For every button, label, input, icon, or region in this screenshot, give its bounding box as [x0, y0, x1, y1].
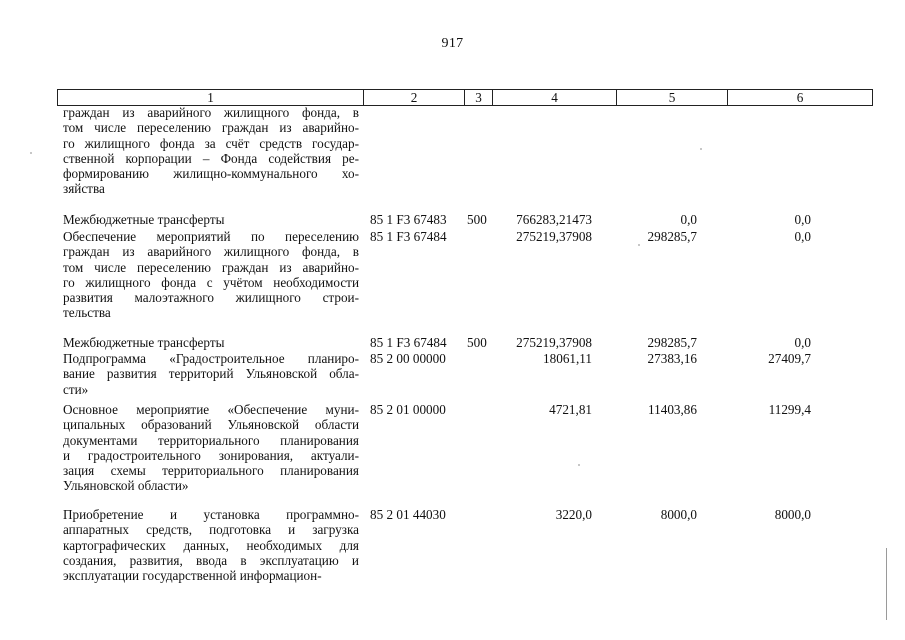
amount-col-5: 298285,7 [647, 335, 697, 350]
row-description [63, 351, 359, 397]
description-line: граждан из аварийного жилищного фонда, в [63, 105, 359, 120]
amount-col-4: 275219,37908 [516, 229, 592, 244]
description-line: формированию жилищно-коммунального хо- [63, 166, 359, 182]
amount-col-6: 11299,4 [768, 402, 811, 417]
header-cell-3: 3 [465, 90, 493, 105]
header-cell-4: 4 [493, 90, 617, 105]
scan-speck [30, 152, 32, 154]
description-line: Основное мероприятие «Обеспечение муни- [63, 402, 359, 417]
description-line: Ульяновской области» [63, 478, 189, 494]
row-description [63, 507, 359, 583]
header-cell-2: 2 [364, 90, 465, 105]
description-line: документами территориального планирования [63, 432, 359, 448]
description-line: Обеспечение мероприятий по переселению [63, 229, 359, 244]
page-edge-line [886, 548, 887, 620]
row-description [63, 402, 359, 494]
amount-col-5: 27383,16 [647, 351, 697, 366]
description-line: зация схемы территориального планирования [63, 463, 359, 479]
description-line: том числе переселению граждан из аварийно- [63, 120, 359, 136]
description-line: том числе переселению граждан из аварийно- [63, 259, 359, 275]
amount-col-4: 18061,11 [543, 351, 592, 366]
description-line: эксплуатации государственной информацион- [63, 568, 322, 584]
description-line: сти» [63, 381, 89, 397]
budget-code: 85 1 F3 67483 [370, 212, 447, 227]
amount-col-5: 0,0 [680, 212, 697, 227]
amount-col-6: 27409,7 [768, 351, 811, 366]
amount-col-4: 766283,21473 [516, 212, 592, 227]
amount-col-5: 298285,7 [647, 229, 697, 244]
expense-type: 500 [467, 212, 487, 227]
table-header-row [57, 89, 873, 106]
description-line: ственной корпорации – Фонда содействия ре- [63, 150, 359, 166]
description-line: го жилищного фонда за счёт средств государ- [63, 135, 359, 151]
amount-col-4: 275219,37908 [516, 335, 592, 350]
description-line: го жилищного фонда с учётом необходимости [63, 274, 359, 290]
row-description [63, 105, 359, 197]
description-line: Приобретение и установка программно- [63, 507, 359, 522]
amount-col-4: 3220,0 [555, 507, 592, 522]
description-line: аппаратных средств, подготовка и загрузка [63, 522, 359, 538]
description-line: вание развития территорий Ульяновской обла- [63, 366, 359, 382]
page-number: 917 [441, 36, 464, 51]
amount-col-5: 11403,86 [648, 402, 697, 417]
description-line: зяйства [63, 181, 105, 197]
description-line: создания, развития, ввода в эксплуатацию и [63, 552, 359, 568]
budget-code: 85 2 01 44030 [370, 507, 446, 522]
amount-col-6: 0,0 [794, 335, 811, 350]
scan-speck [700, 148, 702, 150]
description-line: ципальных образований Ульяновской области [63, 417, 359, 433]
description-line: и градостроительного зонирования, актуали- [63, 447, 359, 463]
description-line: Межбюджетные трансферты [63, 212, 225, 227]
header-cell-1: 1 [58, 90, 364, 105]
amount-col-6: 0,0 [794, 212, 811, 227]
description-line: Подпрограмма «Градостроительное планиро- [63, 351, 359, 366]
header-cell-5: 5 [617, 90, 728, 105]
amount-col-6: 0,0 [794, 229, 811, 244]
budget-code: 85 2 01 00000 [370, 402, 446, 417]
scan-speck [578, 464, 580, 466]
amount-col-4: 4721,81 [549, 402, 592, 417]
row-description [63, 229, 359, 321]
description-line: граждан из аварийного жилищного фонда, в [63, 244, 359, 260]
scan-speck [638, 244, 640, 246]
description-line: картографических данных, необходимых для [63, 537, 359, 553]
budget-code: 85 1 F3 67484 [370, 229, 447, 244]
description-line: развития малоэтажного жилищного строи- [63, 290, 359, 306]
row-description [63, 212, 359, 227]
header-cell-6: 6 [796, 90, 804, 105]
budget-code: 85 2 00 00000 [370, 351, 446, 366]
budget-code: 85 1 F3 67484 [370, 335, 447, 350]
amount-col-6: 8000,0 [774, 507, 811, 522]
amount-col-5: 8000,0 [660, 507, 697, 522]
description-line: Межбюджетные трансферты [63, 335, 225, 350]
expense-type: 500 [467, 335, 487, 350]
row-description [63, 335, 359, 350]
description-line: тельства [63, 305, 111, 321]
